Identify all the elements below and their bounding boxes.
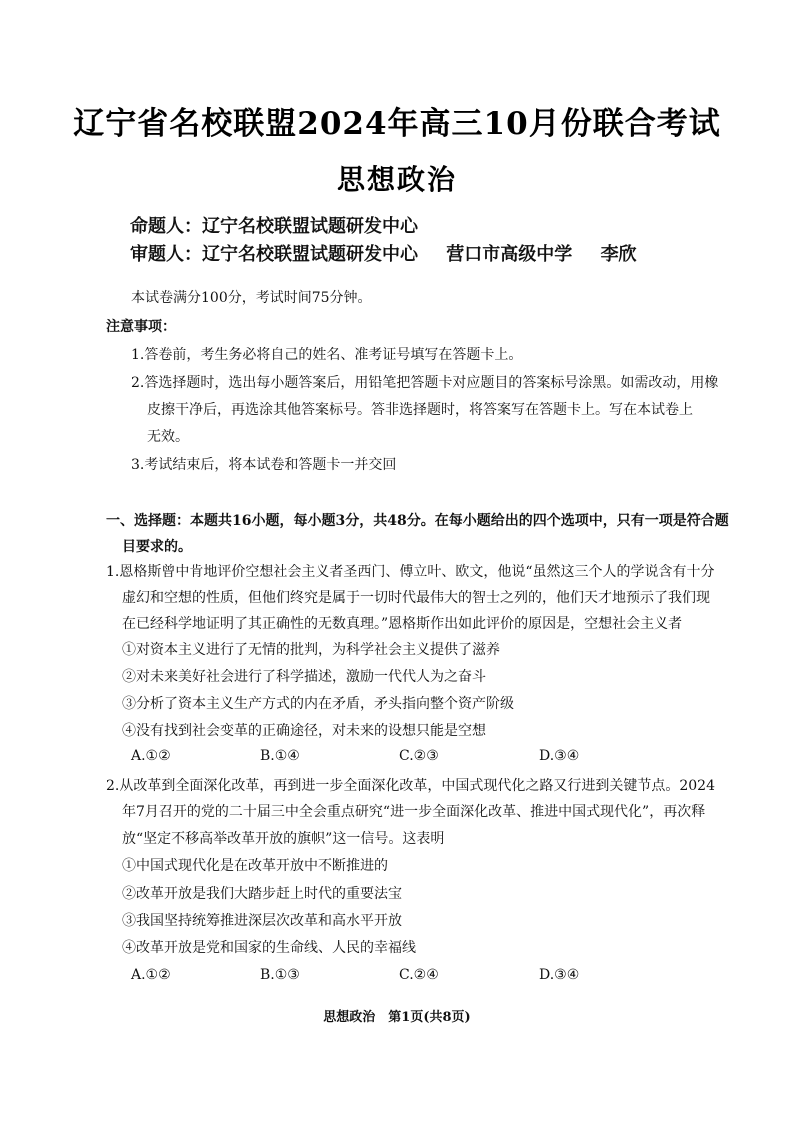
q2-option-d: D.③④ — [539, 967, 580, 983]
proposer-text: 命题人：辽宁名校联盟试题研发中心 — [130, 216, 418, 237]
q2-option-a: A.①② — [131, 967, 171, 983]
q2-stem-line-1: 2.从改革到全面深化改革，再到进一步全面深化改革，中国式现代化之路又行进到关键节点。2024 — [106, 778, 715, 794]
q1-option-d: D.③④ — [539, 748, 580, 764]
q2-statement-3: ③我国坚持统筹推进深层次改革和高水平开放 — [122, 913, 402, 929]
reviewer-line — [130, 240, 659, 266]
q1-statement-2: ②对未来美好社会进行了科学描述，激励一代代人为之奋斗 — [122, 669, 486, 685]
q2-option-c: C.②④ — [399, 967, 439, 983]
q2-statement-2: ②改革开放是我们大踏步赶上时代的重要法宝 — [122, 886, 402, 902]
q2-statement-1: ①中国式现代化是在改革开放中不断推进的 — [122, 858, 388, 874]
q1-option-c: C.②③ — [399, 748, 439, 764]
notice-heading: 注意事项： — [106, 319, 176, 335]
q1-statement-4: ④没有找到社会变革的正确途径，对未来的设想只能是空想 — [122, 723, 486, 739]
subject-title: 思想政治 — [336, 163, 457, 196]
exam-info: 本试卷满分100分，考试时间75分钟。 — [131, 290, 372, 306]
page-footer: 思想政治 第1页(共8页) — [323, 1010, 471, 1025]
reviewer-org: 审题人：辽宁名校联盟试题研发中心 — [130, 244, 418, 265]
section-heading-line-2: 目要求的。 — [122, 539, 192, 555]
q1-stem-line-1: 1.恩格斯曾中肯地评价空想社会主义者圣西门、傅立叶、欧文，他说“虽然这三个人的学说含有十分 — [106, 564, 715, 580]
q2-stem-line-3: 放“坚定不移高举改革开放的旗帜”这一信号。这表明 — [122, 831, 445, 847]
q2-option-b: B.①③ — [260, 967, 300, 983]
exam-title: 辽宁省名校联盟2024年高三10月份联合考试 — [73, 106, 721, 142]
q1-statement-1: ①对资本主义进行了无情的批判，为科学社会主义提供了滋养 — [122, 642, 500, 658]
notice-item-2-line-2: 皮擦干净后，再选涂其他答案标号。答非选择题时，将答案写在答题卡上。写在本试卷上 — [147, 402, 693, 418]
q2-statement-4: ④改革开放是党和国家的生命线、人民的幸福线 — [122, 940, 416, 956]
q1-option-b: B.①④ — [260, 748, 300, 764]
q1-statement-3: ③分析了资本主义生产方式的内在矛盾，矛头指向整个资产阶级 — [122, 696, 514, 712]
section-heading-line-1: 一、选择题：本题共16小题，每小题3分，共48分。在每小题给出的四个选项中，只有一项是符合题 — [106, 513, 729, 529]
reviewer-name: 李欣 — [600, 244, 637, 265]
q2-stem-line-2: 年7月召开的党的二十届三中全会重点研究“进一步全面深化改革、推进中国式现代化”，再次释 — [122, 804, 706, 820]
q1-stem-line-3: 在已经科学地证明了其正确性的无数真理。”恩格斯作出如此评价的原因是，空想社会主义者 — [122, 616, 683, 632]
notice-item-2-line-1: 2.答选择题时，选出每小题答案后，用铅笔把答题卡对应题目的答案标号涂黑。如需改动，用橡 — [131, 375, 719, 391]
notice-item-2-line-3: 无效。 — [147, 429, 189, 445]
notice-item-1: 1.答卷前，考生务必将自己的姓名、准考证号填写在答题卡上。 — [131, 347, 523, 363]
proposer-line — [130, 212, 440, 238]
notice-item-3: 3.考试结束后，将本试卷和答题卡一并交回 — [131, 457, 397, 473]
q1-stem-line-2: 虚幻和空想的性质，但他们终究是属于一切时代最伟大的智士之列的，他们天才地预示了我们现 — [122, 590, 710, 606]
q1-option-a: A.①② — [131, 748, 171, 764]
reviewer-school: 营口市高级中学 — [446, 244, 573, 265]
